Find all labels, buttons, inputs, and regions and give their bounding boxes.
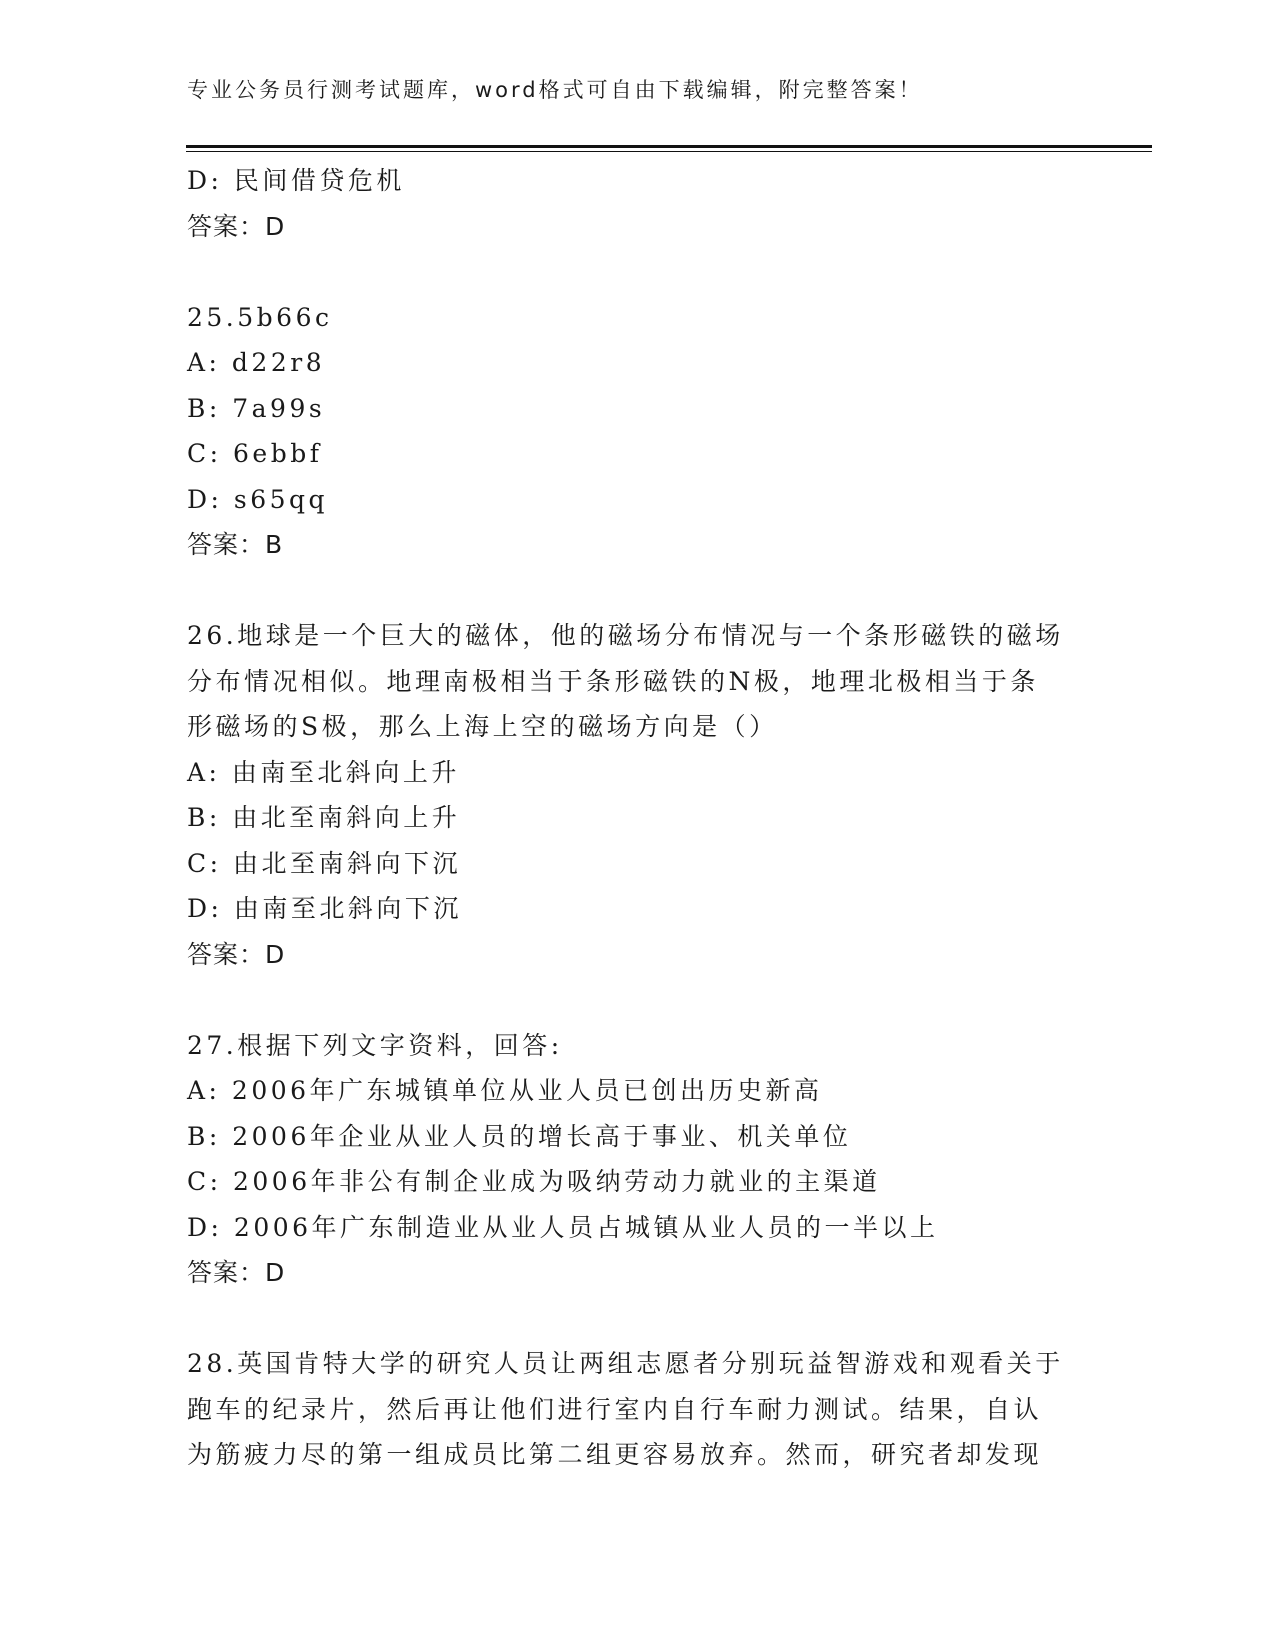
question-line: 跑车的纪录片，然后再让他们进行室内自行车耐力测试。结果，自认	[187, 1394, 1043, 1424]
block-gap	[187, 1296, 1087, 1342]
question-line: 27.根据下列文字资料，回答:	[187, 1030, 563, 1060]
question-line: D: s65qq	[187, 484, 329, 514]
header-rule-thin	[186, 151, 1152, 152]
page-header: 专业公务员行测考试题库，word格式可自由下载编辑，附完整答案！	[187, 78, 923, 102]
question-line: D: 民间借贷危机	[187, 166, 405, 195]
question-line: C: 2006年非公有制企业成为吸纳劳动力就业的主渠道	[187, 1167, 881, 1196]
answer-line: 答案：B	[187, 530, 284, 559]
question-line: B: 2006年企业从业人员的增长高于事业、机关单位	[187, 1121, 852, 1151]
question-line: 25.5b66c	[187, 302, 333, 332]
question-line: 为筋疲力尽的第一组成员比第二组更容易放弃。然而，研究者却发现	[187, 1440, 1043, 1469]
question-line: A: d22r8	[187, 348, 326, 377]
block-gap	[187, 977, 1087, 1023]
answer-line: 答案：D	[187, 211, 286, 241]
header-rule-thick	[186, 145, 1152, 148]
question-line: 形磁场的S极，那么上海上空的磁场方向是（）	[187, 712, 778, 741]
question-line: B: 由北至南斜向上升	[187, 803, 461, 832]
answer-line: 答案：D	[187, 939, 286, 969]
question-line: 分布情况相似。地理南极相当于条形磁铁的N极，地理北极相当于条	[187, 666, 1039, 696]
question-line: 26.地球是一个巨大的磁体，他的磁场分布情况与一个条形磁铁的磁场	[187, 621, 1064, 650]
question-content	[187, 158, 1087, 1478]
question-line: A: 由南至北斜向上升	[187, 757, 460, 787]
question-line: D: 2006年广东制造业从业人员占城镇从业人员的一半以上	[187, 1212, 939, 1242]
question-line: C: 由北至南斜向下沉	[187, 848, 461, 878]
question-line: C: 6ebbf	[187, 439, 323, 468]
block-gap	[187, 568, 1087, 614]
answer-line: 答案：D	[187, 1258, 286, 1287]
block-gap	[187, 249, 1087, 295]
question-line: 28.英国肯特大学的研究人员让两组志愿者分别玩益智游戏和观看关于	[187, 1349, 1064, 1378]
question-line: B: 7a99s	[187, 393, 326, 423]
question-line: D: 由南至北斜向下沉	[187, 894, 462, 923]
question-line: A: 2006年广东城镇单位从业人员已创出历史新高	[187, 1076, 823, 1105]
